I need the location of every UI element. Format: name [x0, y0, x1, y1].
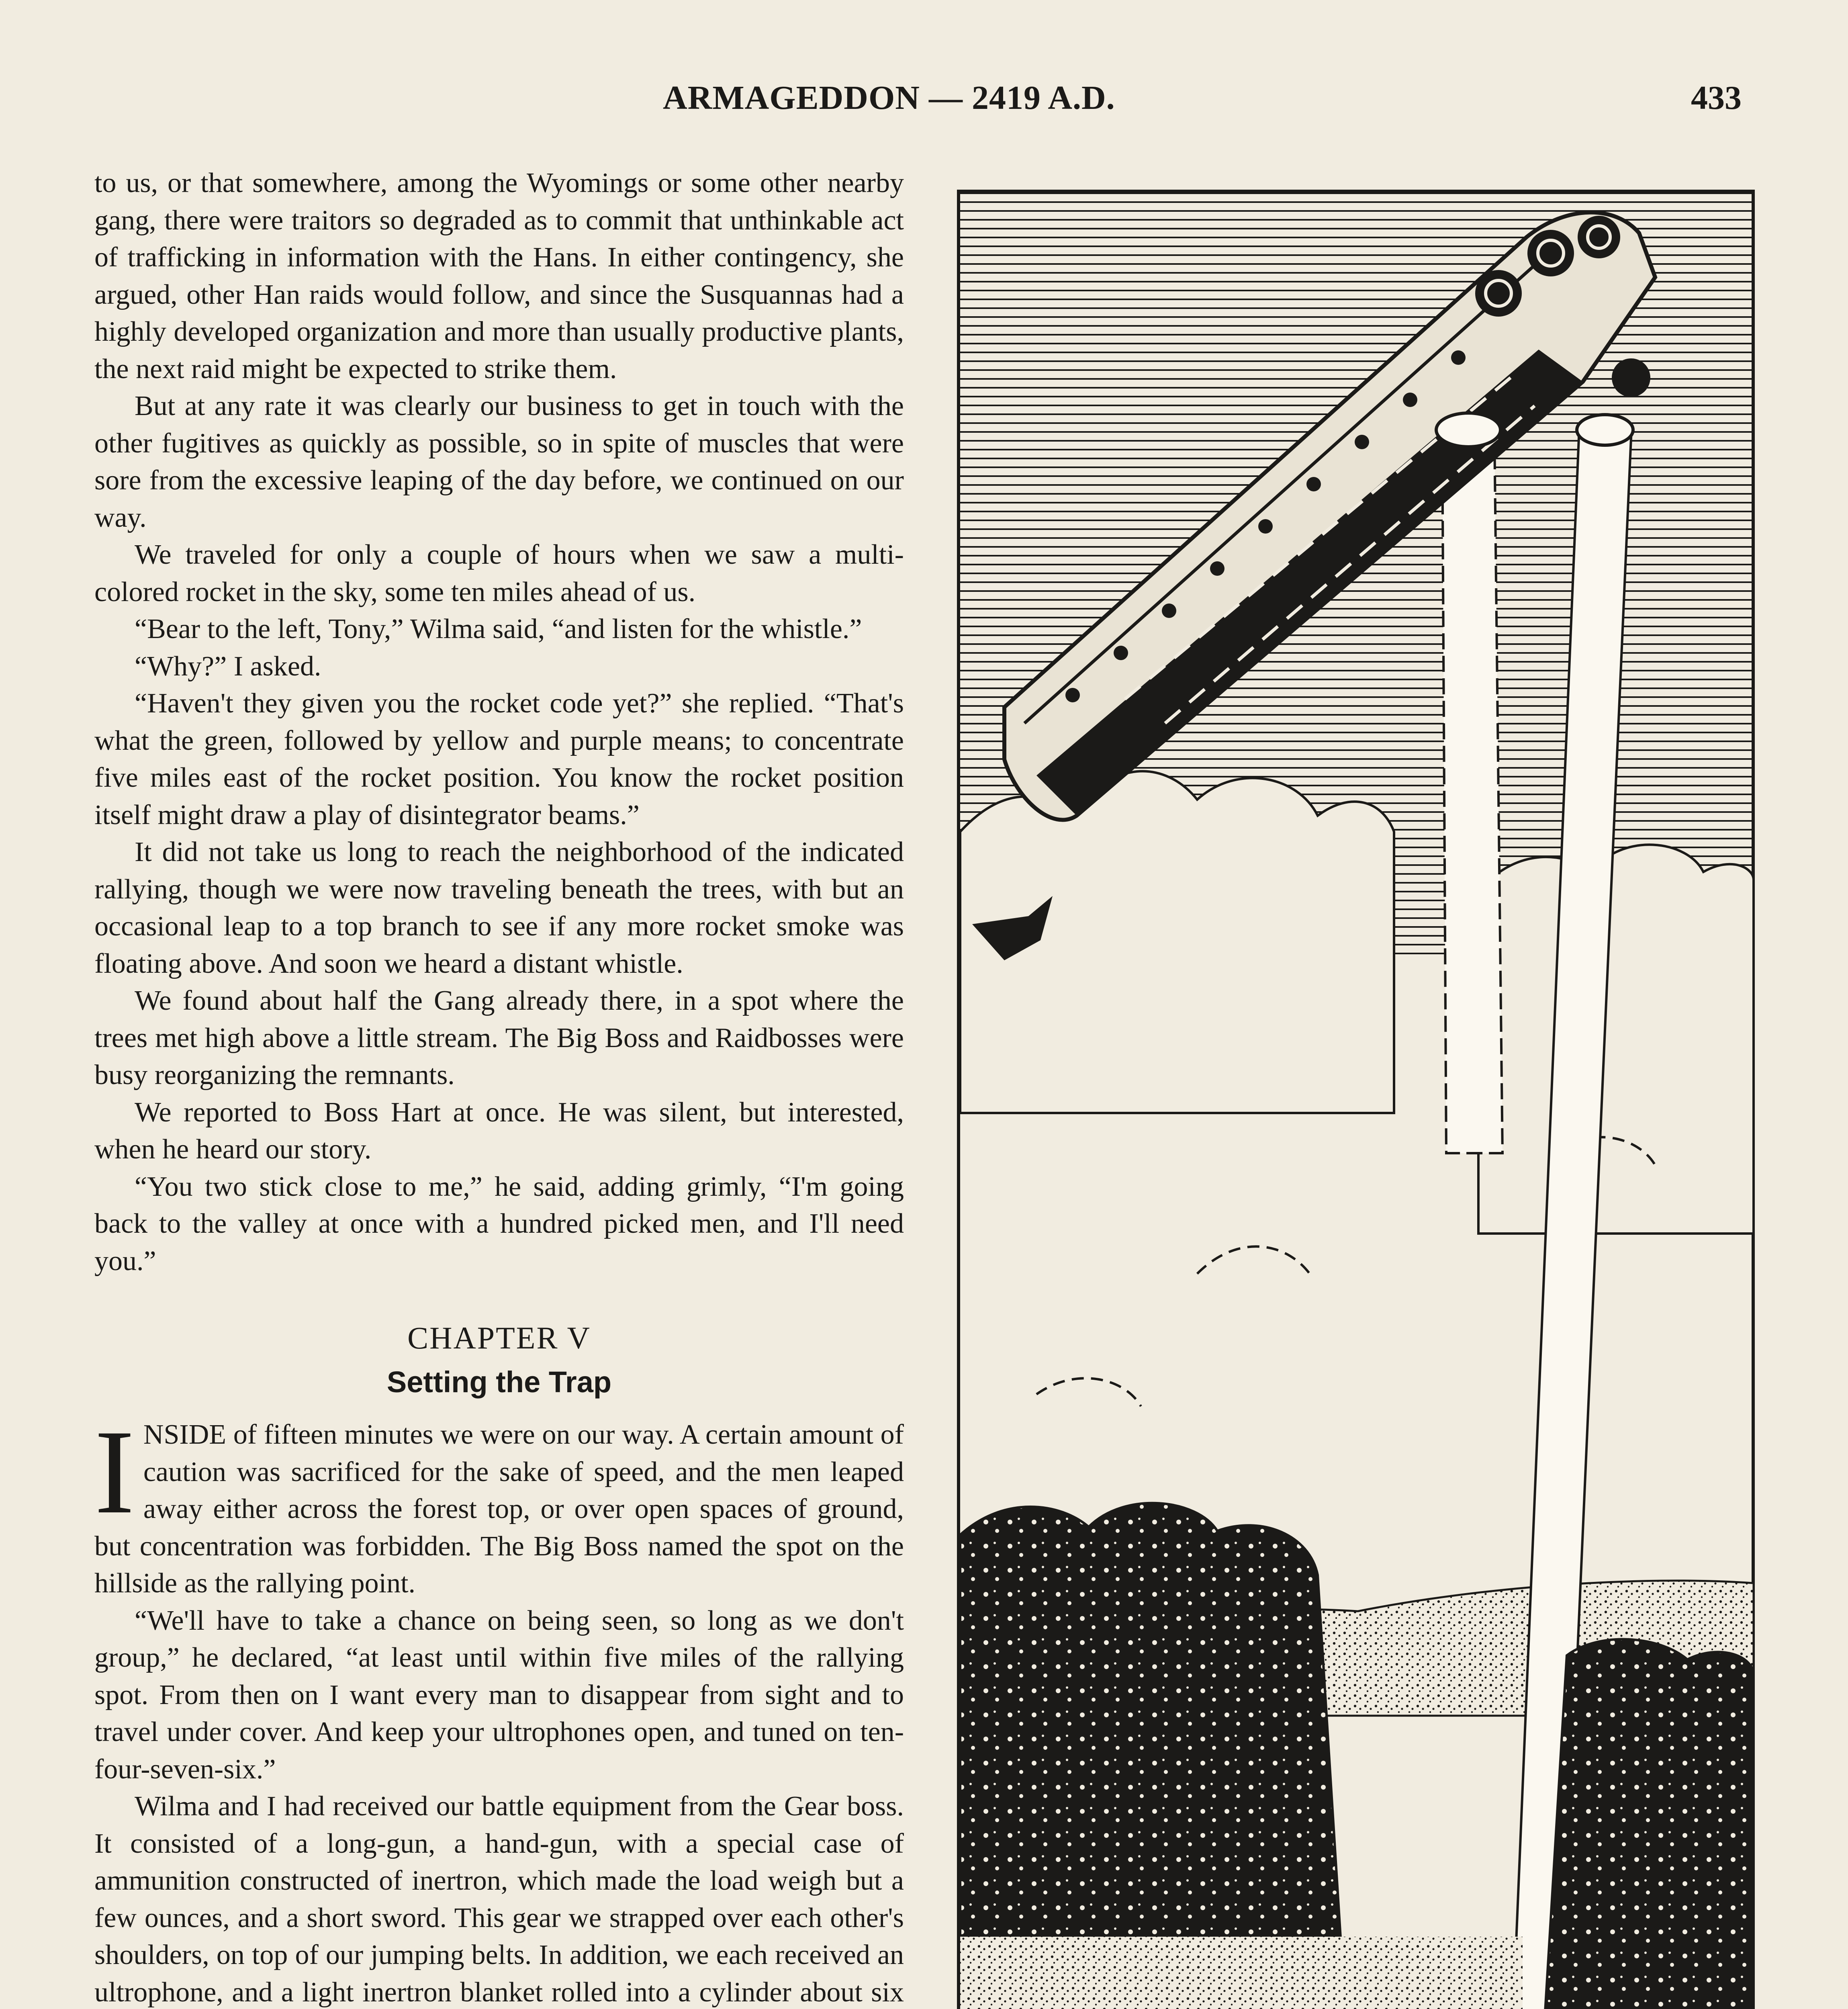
- paragraph: “Why?” I asked.: [135, 651, 321, 682]
- paragraph: “You two stick close to me,” he said, adding grimly, “I'm going back to the valley at once with a hundred picked men, and I'll need you.”: [94, 1171, 904, 1277]
- running-head: ARMAGEDDON — 2419 A.D.: [663, 79, 1115, 117]
- chapter-opening-paragraph: [94, 1405, 904, 1602]
- disintegrator-ray-left: [1442, 438, 1503, 1153]
- paragraph: It did not take us long to reach the neighborhood of the indicated rallying, though we were now traveling beneath the trees, with but an occasional leap to a top branch to see if any more rocket smoke was floating above. And soon we heard a distant whistle.: [94, 837, 904, 979]
- body-text-column: [94, 165, 904, 2009]
- paragraph-text: NSIDE of fifteen minutes we were on our way. A certain amount of caution was sacrificed for the sake of speed, and the men leaped away either across the forest top, or over open spaces of ground, but concentration was forbidden. The Big Boss named the spot on the hillside as the rallying point.: [94, 1419, 904, 1599]
- paragraph: We traveled for only a couple of hours when we saw a multi-colored rocket in the sky, some ten miles ahead of us.: [94, 539, 904, 608]
- forest-trees-right: [1539, 1639, 1754, 2009]
- paragraph: “Bear to the left, Tony,” Wilma said, “and listen for the whistle.”: [135, 614, 862, 644]
- forest-clearing: [960, 1937, 1523, 2009]
- chapter-number: CHAPTER V: [407, 1320, 591, 1355]
- cloud-mass-right: [1478, 845, 1754, 1234]
- page-number: 433: [1691, 79, 1742, 117]
- illustration-han-airship: [956, 189, 1756, 2009]
- paragraph: But at any rate it was clearly our business to get in touch with the other fugitives as quickly as possible, so in spite of muscles that were sore from the excessive leaping of the day before, we continued on our way.: [94, 391, 904, 533]
- paragraph: We reported to Boss Hart at once. He was silent, but interested, when he heard our story.: [94, 1097, 904, 1165]
- paragraph: We found about half the Gang already there, in a spot where the trees met high above a little stream. The Big Boss and Raidbosses were busy reorganizing the remnants.: [94, 985, 904, 1090]
- paragraph: “We'll have to take a chance on being seen, so long as we don't group,” he declared, “at least until within five miles of the rallying spot. From then on I want every man to disappear from sight and to travel under cover. And keep your ultrophones open, and tuned on ten-four-seven-six.”: [94, 1605, 904, 1785]
- drop-cap: I: [94, 1405, 135, 1538]
- forest-trees-left: [960, 1503, 1342, 1997]
- paragraph: Wilma and I had received our battle equipment from the Gear boss. It consisted of a long-gun, a hand-gun, with a special case of ammunition constructed of inertron, which made the load weigh but a few ounces, and a short sword. This gear we strapped over each other's shoulders, on top of our jumping belts. In addition, we each received an ultrophone, and a light inertron blanket rolled into a cylinder about six: [94, 1791, 904, 2008]
- paragraph: to us, or that somewhere, among the Wyomings or some other nearby gang, there were traitors so degraded as to commit that unthinkable act of trafficking in information with the Hans. In either contingency, she argued, other Han raids would follow, and since the Susquannas had a highly developed organization and more than usually productive plants, the next raid might be expected to strike them.: [94, 168, 904, 385]
- chapter-title: Setting the Trap: [386, 1365, 612, 1399]
- paragraph: “Haven't they given you the rocket code yet?” she replied. “That's what the green, followed by yellow and purple means; to concentrate five miles east of the rocket position. You know the rocket position itself might draw a play of disintegrator beams.”: [94, 688, 904, 831]
